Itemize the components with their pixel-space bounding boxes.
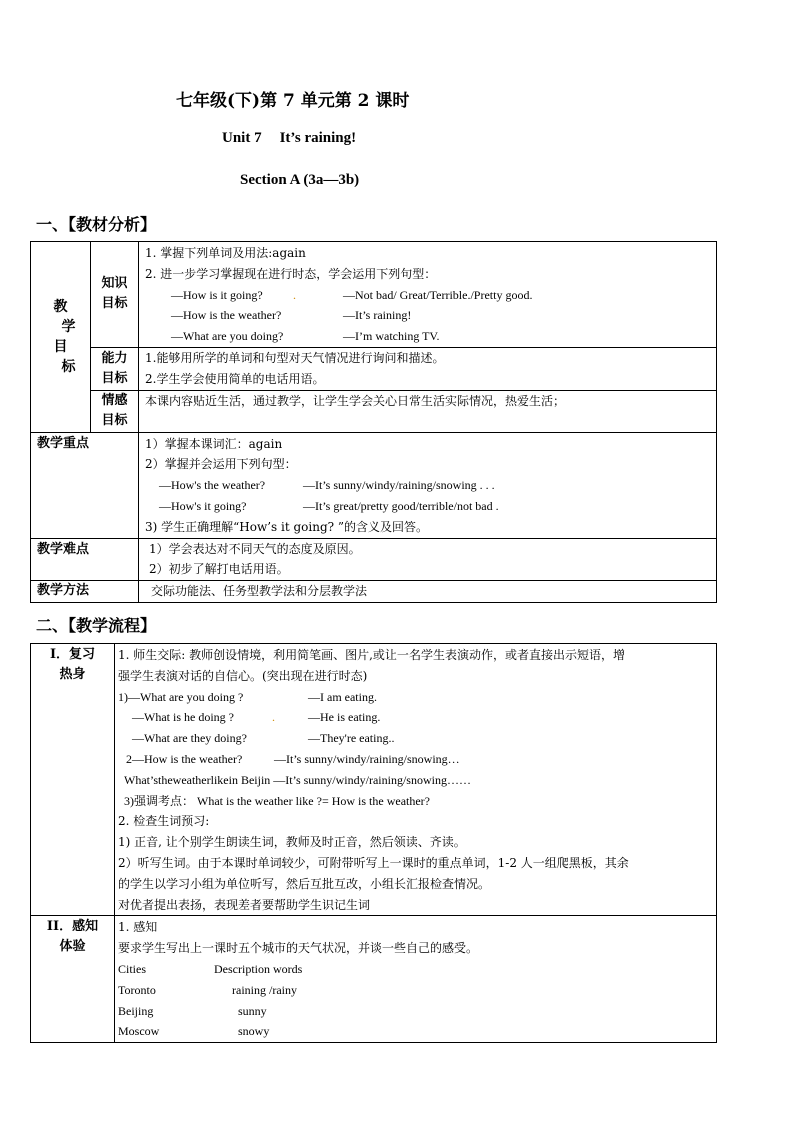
dialog-question: —How's the weather? [159, 478, 266, 493]
city-name: Beijing [118, 1003, 154, 1018]
key-point-dialog-row [145, 475, 716, 496]
city-name: Moscow [118, 1024, 160, 1039]
dialog-answer: —It’s raining! [343, 308, 412, 323]
dialog-question: —How is the weather? [171, 308, 282, 323]
stage1-line: 2）听写生词。由于本课时单词较少，可附带听写上一课时的重点单词，1-2 人一组爬黑板，其余 [118, 855, 629, 870]
stray-dot: . [293, 287, 296, 302]
ability-content [139, 347, 717, 390]
objectives-label-char: 教 [53, 298, 68, 315]
emotion-label-line: 情感 [101, 393, 128, 409]
dialog-answer: —They're eating.. [308, 731, 395, 746]
ability-label-line: 目标 [101, 370, 128, 386]
stage1-line: What’stheweatherlikein Beijin —It’s sunny/windy/raining/snowing…… [124, 772, 471, 787]
stage1-label-line: 热身 [59, 667, 86, 682]
knowledge-dialog-row [145, 285, 716, 306]
stage1-line: 1. 师生交际: 教师创设情境，利用简笔画、图片,或让一名学生表演动作，或者直接出示短语，增 [118, 648, 625, 662]
stage1-line: 对优者提出表扬，表现差者要帮助学生识记生词 [118, 897, 371, 912]
objectives-label-char: 学 [61, 318, 76, 335]
difficulty-line: 1）学会表达对不同天气的态度及原因。 [149, 541, 361, 556]
key-points-label: 教学重点 [31, 432, 139, 538]
unit-title [222, 130, 356, 147]
dialog-question: 1)—What are you doing ? [118, 689, 244, 704]
header-description: Description words [214, 961, 303, 976]
key-point-dialog-row [145, 496, 716, 517]
analysis-table [30, 241, 717, 603]
stage1-dialog-row [118, 707, 716, 728]
city-weather: raining /rainy [232, 982, 297, 997]
knowledge-line: 1. 掌握下列单词及用法:again [145, 246, 306, 260]
dialog-answer: —I am eating. [308, 689, 377, 704]
city-weather: sunny [238, 1003, 267, 1018]
unit-number: Unit 7 [222, 130, 262, 146]
stage1-line: 强学生表演对话的自信心。(突出现在进行时态) [118, 668, 368, 683]
key-point-line: 3) 学生正确理解“How’s it going? ”的含义及回答。 [145, 519, 429, 534]
dialog-answer: —It’s sunny/windy/raining/snowing . . . [303, 478, 495, 493]
weather-row [118, 1001, 716, 1022]
objectives-label-char: 目 [53, 338, 68, 355]
key-point-line: 2）掌握并会运用下列句型： [145, 457, 297, 472]
knowledge-content [139, 242, 717, 348]
city-name: Toronto [118, 982, 156, 997]
objectives-label-char: 标 [61, 358, 76, 375]
stage1-line: 3)强调考点： What is the weather like ?= How is the weather? [124, 793, 431, 808]
dialog-answer: —It’s great/pretty good/terrible/not bad . [303, 498, 499, 513]
ability-label-line: 能力 [101, 350, 128, 366]
heading-teaching-process: 二、【教学流程】 [36, 616, 157, 635]
dialog-answer: —He is eating. [308, 710, 381, 725]
stage2-content [115, 916, 717, 1043]
stage1-dialog-row [118, 728, 716, 749]
knowledge-label-line: 知识 [101, 276, 128, 292]
stage2-label-line: 体验 [59, 939, 86, 955]
stage1-label-line: I．复习 [49, 647, 96, 662]
unit-name: It’s raining! [279, 130, 357, 146]
process-table [30, 643, 717, 1043]
page-title: 七年级(下)第 7 单元第 2 课时 [176, 91, 410, 111]
key-point-line: 1）掌握本课词汇：again [145, 436, 283, 451]
methods-line: 交际功能法、任务型教学法和分层教学法 [151, 584, 368, 599]
stage1-line: 的学生以学习小组为单位听写，然后互批互改，小组长汇报检查情况。 [118, 876, 491, 891]
methods-label: 教学方法 [31, 581, 139, 603]
knowledge-label-line: 目标 [101, 296, 128, 312]
knowledge-line: 2. 进一步学习掌握现在进行时态，学会运用下列句型： [145, 266, 437, 281]
city-weather: snowy [238, 1024, 270, 1039]
ability-line: 1.能够用所学的单词和句型对天气情况进行询问和描述。 [145, 350, 445, 365]
dialog-answer: —It’s sunny/windy/raining/snowing… [274, 751, 460, 766]
emotion-line: 本课内容贴近生活，通过教学，让学生学会关心日常生活实际情况，热爱生活； [145, 393, 566, 408]
stage2-line: 要求学生写出上一课时五个城市的天气状况，并谈一些自己的感受。 [118, 941, 479, 956]
stage1-line: 1) 正音, 让个别学生朗读生词，教师及时正音，然后领读、齐读。 [118, 835, 466, 850]
methods-content [139, 581, 717, 603]
objectives-label [31, 242, 91, 433]
stage1-content [115, 644, 717, 916]
difficulty-line: 2）初步了解打电话用语。 [149, 562, 289, 577]
dialog-question: 2—How is the weather? [126, 751, 243, 766]
stray-dot: . [272, 710, 275, 725]
stage1-line: 2. 检查生词预习: [118, 814, 210, 829]
dialog-question: —What are they doing? [132, 731, 247, 746]
weather-table-header [118, 959, 716, 980]
section-title: Section A (3a—3b) [240, 172, 360, 188]
weather-row [118, 1021, 716, 1042]
dialog-question: —What are you doing? [171, 329, 284, 344]
weather-row [118, 980, 716, 1001]
stage2-label-line: II．感知 [46, 919, 99, 935]
ability-line: 2.学生学会使用简单的电话用语。 [145, 371, 325, 386]
dialog-answer: —I’m watching TV. [343, 329, 440, 344]
emotion-label-line: 目标 [101, 413, 128, 429]
emotion-label [91, 390, 139, 432]
stage1-dialog-row [118, 749, 716, 770]
ability-label [91, 347, 139, 390]
dialog-answer: —Not bad/ Great/Terrible./Pretty good. [343, 287, 533, 302]
heading-material-analysis: 一、【教材分析】 [36, 215, 157, 234]
stage1-label [31, 644, 115, 916]
stage2-label [31, 916, 115, 1043]
knowledge-dialog-row [145, 326, 716, 347]
knowledge-dialog-row [145, 305, 716, 326]
stage2-line: 1. 感知 [118, 920, 158, 935]
emotion-content [139, 390, 717, 432]
stage1-dialog-row [118, 687, 716, 708]
dialog-question: —What is he doing ? [132, 710, 234, 725]
knowledge-label [91, 242, 139, 348]
difficulties-label: 教学难点 [31, 538, 139, 581]
key-points-content [139, 432, 717, 538]
header-cities: Cities [118, 961, 147, 976]
difficulties-content [139, 538, 717, 581]
dialog-question: —How is it going? [171, 287, 263, 302]
dialog-question: —How's it going? [159, 498, 247, 513]
